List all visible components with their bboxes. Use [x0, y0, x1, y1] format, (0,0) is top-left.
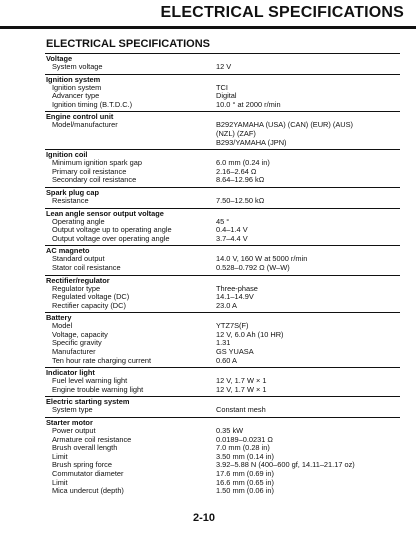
spec-row [45, 101, 400, 110]
spec-row [45, 197, 400, 206]
spec-row [45, 235, 400, 244]
spec-label: Model/manufacturer [52, 120, 118, 130]
spec-value: 0.0189–0.0231 Ω [216, 434, 273, 444]
spec-value: B292YAMAHA (USA) (CAN) (EUR) (AUS) [216, 120, 354, 130]
spec-label [45, 130, 216, 139]
spec-row [45, 139, 400, 148]
spec-value: GS YUASA [216, 347, 254, 357]
spec-label [45, 139, 216, 148]
spec-value: Three-phase [216, 283, 258, 293]
spec-label: Mica undercut (depth) [52, 486, 124, 496]
spec-table [45, 53, 400, 498]
group-title: Electric starting system [46, 397, 130, 407]
spec-value: 12 V, 1.7 W × 1 [216, 376, 267, 386]
spec-label: Operating angle [52, 216, 105, 226]
spec-value: (NZL) (ZAF) [216, 128, 256, 138]
group-title: Battery [46, 313, 72, 323]
spec-value: B293/YAMAHA (JPN) [216, 137, 287, 147]
spec-value: 0.35 kW [216, 426, 244, 436]
page-header-title: ELECTRICAL SPECIFICATIONS [160, 4, 404, 21]
spec-value: 23.0 A [216, 300, 237, 310]
spec-value: 0.528–0.792 Ω (W–W) [216, 262, 290, 272]
spec-label: Engine trouble warning light [52, 384, 144, 394]
section-title: ELECTRICAL SPECIFICATIONS [46, 38, 210, 50]
spec-label: Standard output [52, 254, 105, 264]
spec-value: 10.0 ° at 2000 r/min [216, 99, 281, 109]
spec-label: Manufacturer [52, 347, 96, 357]
spec-label: Resistance [52, 195, 89, 205]
spec-value: 0.4–1.4 V [216, 225, 248, 235]
spec-row [45, 302, 400, 311]
header-rule [0, 26, 416, 29]
spec-label: Commutator diameter [52, 469, 124, 478]
group-title: Ignition system [46, 74, 101, 84]
spec-label: Armature coil resistance [52, 434, 132, 444]
spec-label: Output voltage up to operating angle [52, 225, 172, 235]
spec-value: 7.0 mm (0.28 in) [216, 443, 270, 453]
spec-row [45, 386, 400, 395]
spec-value: 16.6 mm (0.65 in) [216, 477, 274, 487]
spec-value: Digital [216, 91, 237, 101]
spec-label: Primary coil resistance [52, 166, 127, 176]
group-title: AC magneto [46, 246, 90, 256]
spec-label: Regulated voltage (DC) [52, 292, 130, 302]
spec-value: 0.60 A [216, 355, 237, 365]
spec-group [45, 417, 400, 498]
spec-label: Regulator type [52, 283, 101, 293]
spec-value: 3.7–4.4 V [216, 233, 248, 243]
group-title: Starter motor [46, 418, 93, 428]
spec-value: TCI [216, 82, 228, 92]
spec-value: 6.0 mm (0.24 in) [216, 158, 270, 168]
spec-row [45, 176, 400, 185]
spec-group [45, 74, 400, 112]
spec-label: Stator coil resistance [52, 262, 121, 272]
page-number: 2-10 [193, 512, 216, 524]
spec-group [45, 149, 400, 187]
spec-group [45, 187, 400, 208]
spec-value: 1.50 mm (0.06 in) [216, 486, 274, 496]
spec-row [45, 487, 400, 496]
spec-group [45, 208, 400, 246]
spec-value: 14.1–14.9V [216, 292, 254, 302]
spec-value: 7.50–12.50 kΩ [216, 195, 265, 205]
spec-value: 3.92–5.88 N (400–600 gf, 14.11–21.17 oz) [216, 460, 355, 470]
spec-label: Limit [52, 477, 68, 487]
spec-row [45, 264, 400, 273]
group-title: Spark plug cap [46, 187, 99, 197]
spec-value: YTZ7S(F) [216, 321, 249, 331]
spec-group [45, 245, 400, 274]
spec-label: Power output [52, 426, 96, 436]
spec-value: 12 V, 6.0 Ah (10 HR) [216, 329, 284, 339]
spec-group [45, 275, 400, 313]
spec-value: 3.50 mm (0.14 in) [216, 451, 274, 461]
spec-group [45, 396, 400, 417]
spec-label: Ten hour rate charging current [52, 355, 152, 365]
spec-row [45, 63, 400, 72]
spec-label: Ignition system [52, 82, 102, 92]
spec-value: 12 V, 1.7 W × 1 [216, 384, 267, 394]
spec-value: 1.31 [216, 338, 231, 348]
group-title: Indicator light [46, 368, 95, 378]
spec-label: System type [52, 405, 93, 415]
spec-label: Rectifier capacity (DC) [52, 300, 126, 310]
spec-value: 12 V [216, 62, 232, 71]
spec-label: Minimum ignition spark gap [52, 158, 142, 168]
spec-group [45, 53, 400, 74]
spec-row [45, 357, 400, 366]
spec-label: Voltage, capacity [52, 329, 108, 339]
group-title: Voltage [46, 54, 73, 63]
spec-label: Secondary coil resistance [52, 175, 137, 185]
spec-group [45, 312, 400, 367]
spec-group [45, 111, 400, 149]
group-title: Rectifier/regulator [46, 275, 110, 285]
spec-label: Fuel level warning light [52, 376, 128, 386]
spec-row [45, 406, 400, 415]
spec-label: Brush spring force [52, 460, 112, 470]
group-title: Engine control unit [46, 112, 114, 122]
spec-label: System voltage [52, 62, 103, 71]
spec-label: Brush overall length [52, 443, 118, 453]
spec-label: Limit [52, 451, 68, 461]
spec-group [45, 367, 400, 396]
spec-label: Output voltage over operating angle [52, 233, 170, 243]
spec-value: 17.6 mm (0.69 in) [216, 469, 274, 478]
spec-label: Advancer type [52, 91, 100, 101]
spec-label: Specific gravity [52, 338, 102, 348]
spec-value: 2.16–2.64 Ω [216, 166, 257, 176]
spec-label: Model [52, 321, 73, 331]
spec-value: Constant mesh [216, 405, 266, 415]
group-title: Ignition coil [46, 150, 88, 160]
spec-value: 45 ° [216, 216, 230, 226]
spec-label: Ignition timing (B.T.D.C.) [52, 99, 133, 109]
spec-value: 8.64–12.96 kΩ [216, 175, 265, 185]
spec-value: 14.0 V, 160 W at 5000 r/min [216, 254, 308, 264]
group-title: Lean angle sensor output voltage [46, 208, 164, 218]
